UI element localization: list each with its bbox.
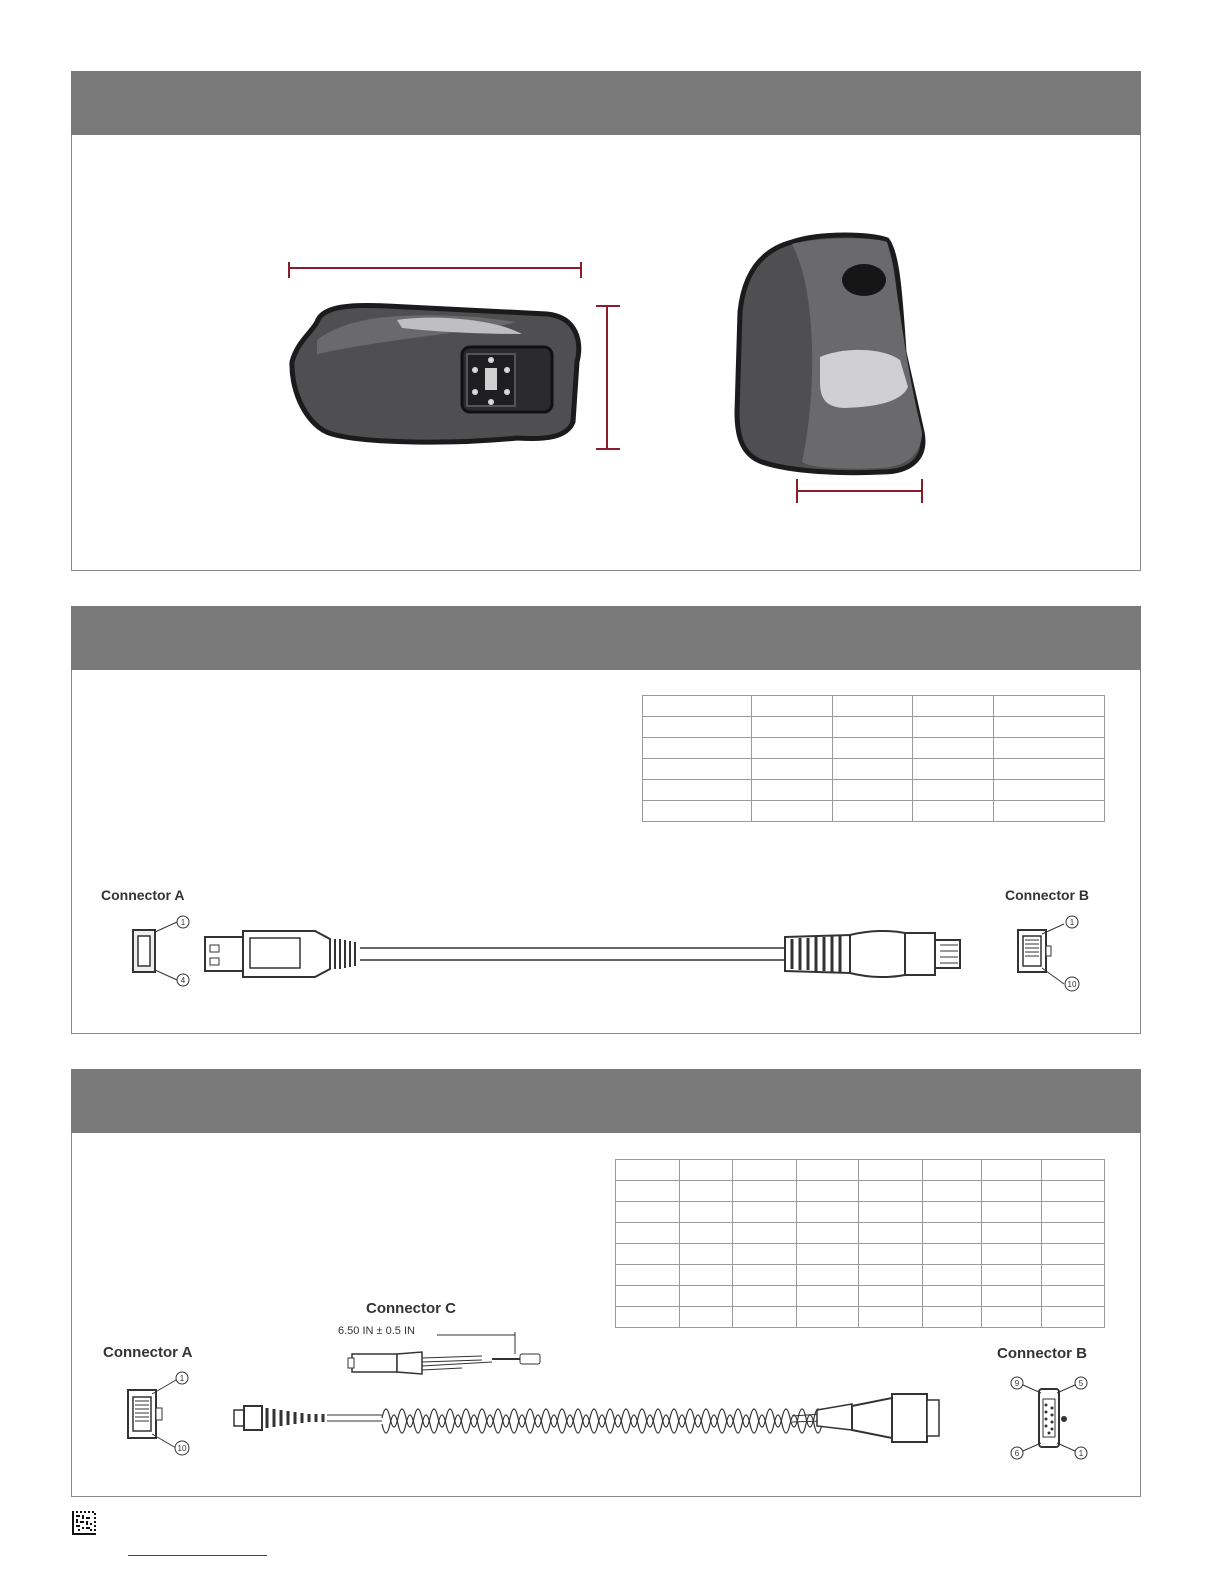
- rs232-pinout-table: [615, 1159, 1105, 1328]
- connector-b-label: Connector B: [997, 1345, 1087, 1362]
- pin-label: 1: [1069, 918, 1075, 927]
- table-row: [643, 738, 1105, 759]
- scanner-dimensions-panel: [71, 71, 1141, 571]
- usb-connector-a-icon: [127, 912, 207, 992]
- table-row: [643, 759, 1105, 780]
- width-dimension-line: [787, 476, 927, 506]
- coiled-rs232-cable-icon: [232, 1390, 942, 1460]
- pin-label: 6: [1014, 1449, 1020, 1458]
- pin-label: 4: [180, 976, 186, 985]
- table-row: [643, 696, 1105, 717]
- connector-c-dimension: 6.50 IN ± 0.5 IN: [338, 1325, 415, 1337]
- connector-b-label: Connector B: [1005, 887, 1089, 903]
- table-row: [616, 1307, 1105, 1328]
- table-row: [616, 1265, 1105, 1286]
- footer-link-underline[interactable]: [128, 1555, 267, 1556]
- table-row: [643, 717, 1105, 738]
- pin-label: 1: [180, 918, 186, 927]
- usb-cable-icon: [200, 925, 980, 985]
- scanner-front-icon: [732, 232, 932, 507]
- usb-pinout-table: [642, 695, 1105, 822]
- connector-a-label: Connector A: [101, 887, 185, 903]
- connector-c-icon: [342, 1332, 552, 1382]
- table-row: [616, 1223, 1105, 1244]
- rs232-cable-panel: [71, 1069, 1141, 1497]
- connector-c-label: Connector C: [366, 1300, 456, 1317]
- datamatrix-code-icon: [72, 1511, 96, 1535]
- usb-cable-panel: [71, 606, 1141, 1034]
- table-row: [616, 1160, 1105, 1181]
- connector-a-label: Connector A: [103, 1344, 193, 1361]
- panel-header-usb-cable: [71, 606, 1141, 670]
- rj-connector-b-icon: [1012, 912, 1092, 997]
- pin-label: 1: [179, 1374, 185, 1383]
- table-row: [616, 1202, 1105, 1223]
- table-row: [616, 1181, 1105, 1202]
- table-row: [616, 1286, 1105, 1307]
- pin-label: 9: [1014, 1379, 1020, 1388]
- rj-connector-a-icon: [122, 1370, 212, 1460]
- panel-header-rs232-cable: [71, 1069, 1141, 1133]
- table-row: [643, 780, 1105, 801]
- scanner-side-icon: [277, 262, 632, 472]
- db9-connector-b-icon: [1007, 1375, 1097, 1465]
- height-dimension-line: [592, 304, 622, 452]
- pin-label: 10: [1067, 980, 1077, 989]
- panel-header-dimensions: [71, 71, 1141, 135]
- table-row: [616, 1244, 1105, 1265]
- pin-label: 5: [1078, 1379, 1084, 1388]
- pin-label: 10: [177, 1444, 187, 1453]
- pin-label: 1: [1078, 1449, 1084, 1458]
- table-row: [643, 801, 1105, 822]
